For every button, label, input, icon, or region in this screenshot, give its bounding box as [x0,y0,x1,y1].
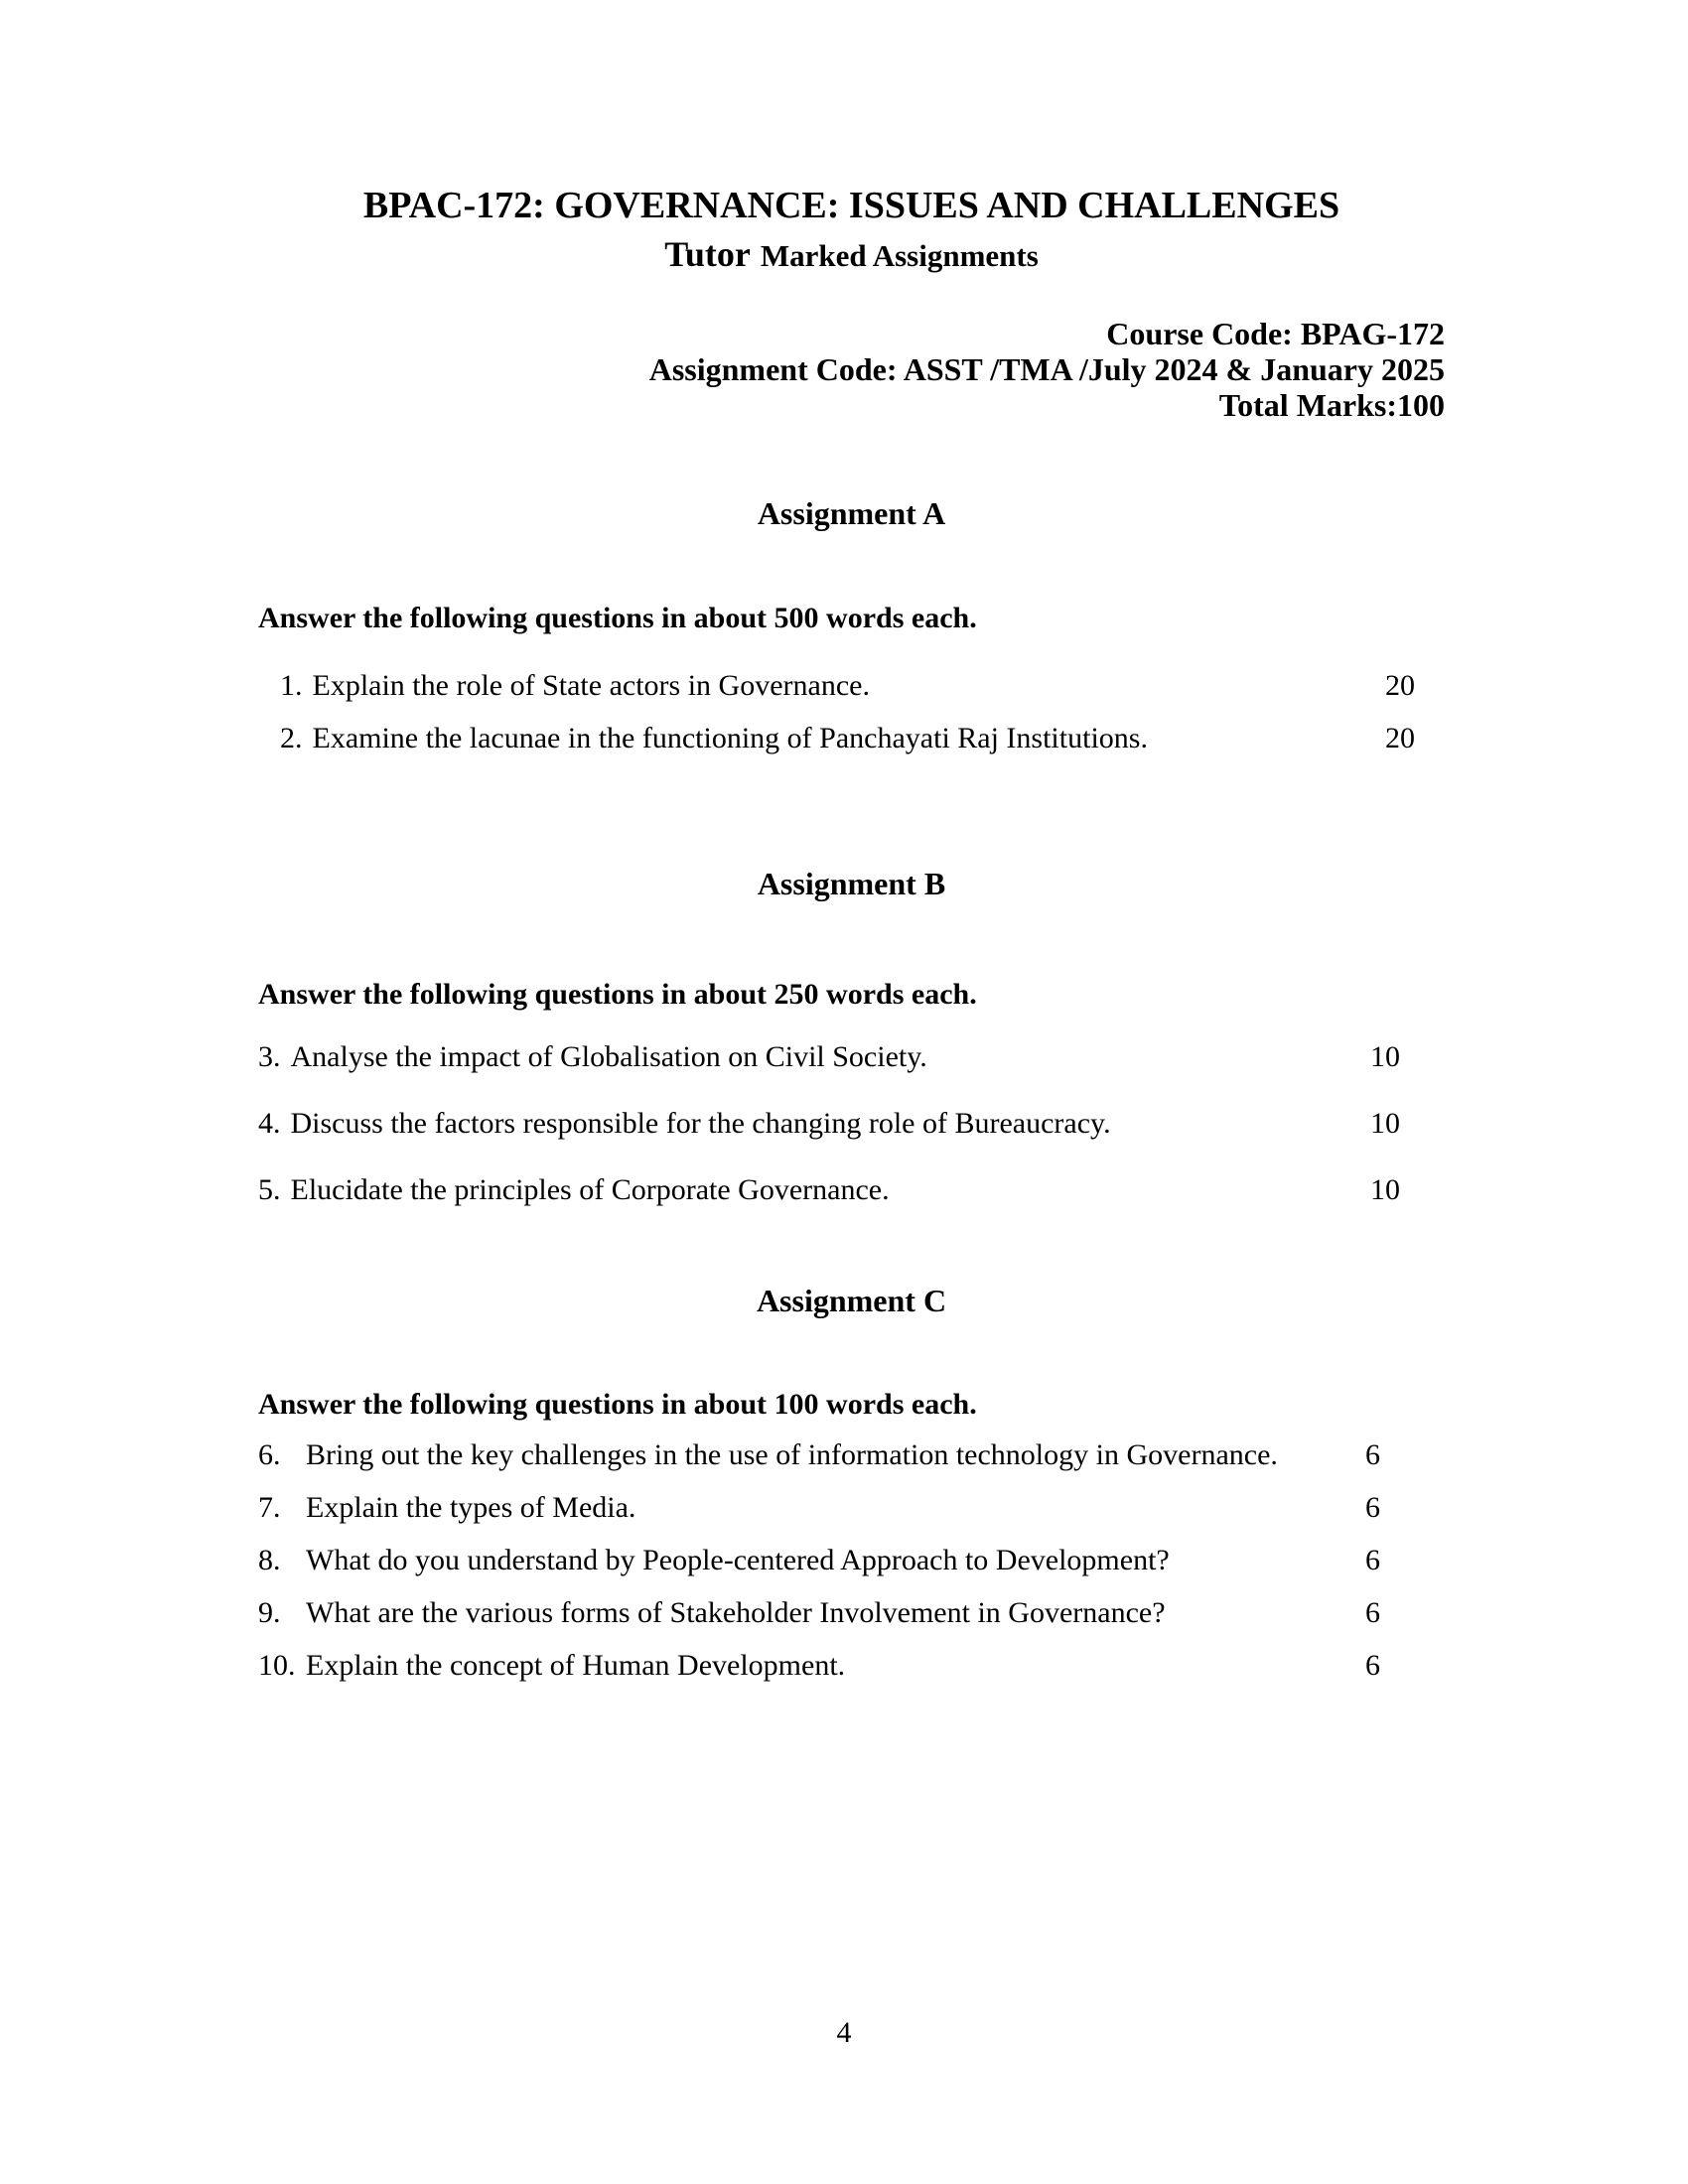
question-number: 8. [258,1544,281,1576]
section-instruction: Answer the following questions in about 100 words each. [258,1388,977,1421]
question-text [258,1435,1365,1475]
question-number: 5. [258,1173,281,1206]
question-row [258,1646,1445,1686]
question-number: 4. [258,1107,281,1140]
question-text [258,1037,1370,1077]
question-marks: 10 [1370,1173,1400,1206]
question-body: Elucidate the principles of Corporate Governance. [290,1173,890,1206]
assignment-section-a [258,493,1445,758]
question-body: Examine the lacunae in the functioning of Panchayati Raj Institutions. [312,722,1148,754]
question-number: 3. [258,1040,281,1073]
document-subtitle [258,232,1445,284]
question-number: 1. [280,669,303,702]
assignment-section-b [258,864,1445,1210]
question-body: What do you understand by People-centered Approach to Development? [306,1544,1170,1576]
question-list [258,1037,1445,1210]
question-text [258,1646,1365,1686]
assignment-section-c [258,1281,1445,1686]
question-marks: 20 [1385,722,1415,754]
question-body: Discuss the factors responsible for the changing role of Bureaucracy. [290,1107,1111,1140]
question-text [258,1104,1370,1144]
question-list [258,1435,1445,1686]
question-marks: 10 [1370,1040,1400,1073]
question-marks: 6 [1365,1438,1380,1471]
question-row [258,719,1445,758]
question-row [258,1541,1445,1580]
question-number: 6. [258,1438,281,1471]
question-row [258,666,1445,706]
question-marks: 6 [1365,1491,1380,1524]
subtitle-secondary: Marked Assignments [760,238,1039,273]
header-codes-block [258,316,1445,423]
question-text [258,1488,1365,1528]
section-instruction: Answer the following questions in about 500 words each. [258,602,977,634]
question-text [280,666,1385,706]
subtitle-primary: Tutor [664,234,751,274]
question-number: 10. [258,1649,296,1682]
question-number: 2. [280,722,303,754]
question-marks: 6 [1365,1596,1380,1629]
section-instruction: Answer the following questions in about 250 words each. [258,978,977,1011]
question-marks: 20 [1385,669,1415,702]
question-marks: 10 [1370,1107,1400,1140]
question-body: Explain the concept of Human Development. [306,1649,846,1682]
question-marks: 6 [1365,1649,1380,1682]
question-row [258,1104,1445,1144]
question-text [258,1541,1365,1580]
course-code-line: Course Code: BPAG-172 [1106,316,1445,351]
section-heading: Assignment C [756,1283,947,1318]
question-row [258,1488,1445,1528]
question-row [258,1037,1445,1077]
question-body: Explain the types of Media. [306,1491,636,1524]
section-heading: Assignment A [757,495,946,531]
document-title: BPAC-172: GOVERNANCE: ISSUES AND CHALLENGES [362,185,1340,226]
question-body: Analyse the impact of Globalisation on Civil Society. [290,1040,927,1073]
question-body: Explain the role of State actors in Governance. [312,669,870,702]
question-list [258,666,1445,758]
total-marks-line: Total Marks:100 [1218,387,1445,423]
question-number: 7. [258,1491,281,1524]
section-heading: Assignment B [757,866,946,901]
question-row [258,1170,1445,1210]
question-body: Bring out the key challenges in the use of information technology in Governance. [306,1438,1278,1471]
question-text [280,719,1385,758]
question-text [258,1170,1370,1210]
question-row [258,1435,1445,1475]
page-number: 4 [836,2016,852,2049]
question-text [258,1593,1365,1633]
question-marks: 6 [1365,1544,1380,1576]
question-row [258,1593,1445,1633]
question-body: What are the various forms of Stakeholder Involvement in Governance? [306,1596,1166,1629]
assignment-code-line: Assignment Code: ASST /TMA /July 2024 & January 2025 [648,351,1445,387]
question-number: 9. [258,1596,281,1629]
